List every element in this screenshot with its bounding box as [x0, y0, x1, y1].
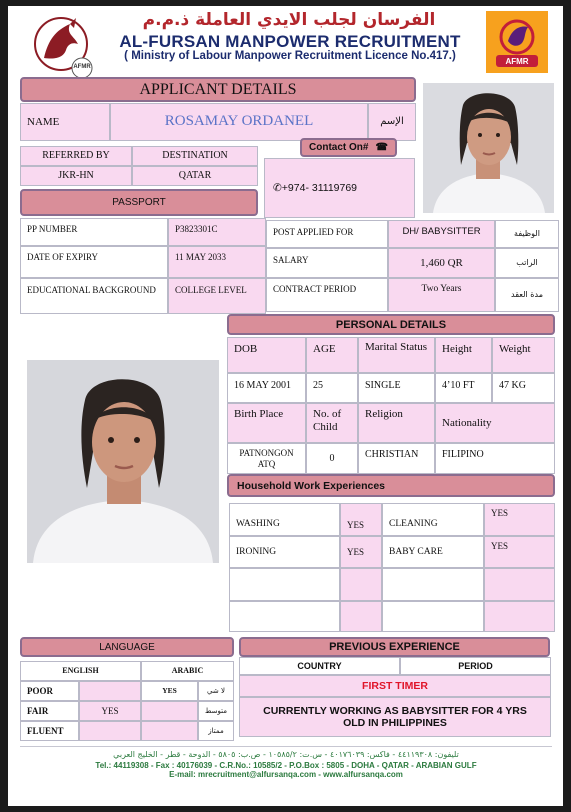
household-task: CLEANING — [382, 503, 484, 536]
birthplace-value: PATNONGON ATQ — [227, 443, 306, 474]
household-empty-cell — [229, 568, 340, 601]
destination-value: QATAR — [132, 166, 258, 186]
children-label: No. of Child — [306, 403, 358, 443]
marital-label: Marital Status — [358, 337, 435, 373]
age-value: 25 — [306, 373, 358, 403]
household-task: IRONING — [229, 536, 340, 568]
applicant-details-header: APPLICANT DETAILS — [20, 77, 416, 102]
contract-label: CONTRACT PERIOD — [266, 278, 388, 312]
agency-logo-left — [30, 14, 96, 78]
religion-value: CHRISTIAN — [358, 443, 435, 474]
post-label-arabic: الوظيفة — [495, 220, 559, 248]
passport-header: PASSPORT — [20, 189, 258, 216]
arabic-column-label: ARABIC — [141, 661, 234, 681]
household-empty-cell — [340, 601, 382, 632]
destination-label: DESTINATION — [132, 146, 258, 166]
english-level-value: YES — [79, 701, 141, 721]
referred-by-label: REFERRED BY — [20, 146, 132, 166]
weight-label: Weight — [492, 337, 555, 373]
nationality-label: Nationality — [435, 403, 555, 443]
age-label: AGE — [306, 337, 358, 373]
marital-value: SINGLE — [358, 373, 435, 403]
household-task: WASHING — [229, 503, 340, 536]
footer-arabic: تليفون: ٤٤١١٩٣٠٨ - فاكس: ٤٠١٧٦٠٣٩ - س.ت: ١٠٥٨٥/٢ - ص.ب: ٥٨٠٥ - الدوحة - قطر - الخليج العربي — [113, 750, 459, 759]
household-header — [227, 474, 555, 497]
household-empty-cell — [484, 568, 555, 601]
personal-details-header: PERSONAL DETAILS — [227, 314, 555, 335]
contact-label: Contact On# — [309, 142, 369, 153]
education-value: COLLEGE LEVEL — [168, 278, 266, 314]
company-name: AL-FURSAN MANPOWER RECRUITMENT — [119, 32, 461, 51]
salary-label-arabic: الراتب — [495, 248, 559, 278]
english-column-label: ENGLISH — [20, 661, 141, 681]
salary-value: 1,460 QR — [388, 248, 495, 278]
birthplace-label: Birth Place — [227, 403, 306, 443]
language-level-arabic: متوسط — [198, 701, 234, 721]
contract-value: Two Years — [388, 278, 495, 312]
household-empty-cell — [484, 601, 555, 632]
previous-experience-note: CURRENTLY WORKING AS BABYSITTER FOR 4 YRS OLD IN PHILIPPINES — [239, 697, 551, 737]
household-empty-cell — [382, 568, 484, 601]
household-answer: YES — [484, 536, 555, 568]
household-empty-cell — [340, 568, 382, 601]
arabic-level-value: YES — [141, 681, 198, 701]
household-answer: YES — [340, 503, 382, 536]
footer-divider — [20, 746, 552, 747]
contract-label-arabic: مدة العقد — [495, 278, 559, 312]
arabic-level-value — [141, 721, 198, 741]
religion-label: Religion — [358, 403, 435, 443]
country-label: COUNTRY — [239, 657, 400, 675]
dob-label: DOB — [227, 337, 306, 373]
name-label: NAME — [20, 103, 110, 141]
referred-by-value: JKR-HN — [20, 166, 132, 186]
arabic-company-name: الفرسان لجلب الايدي العاملة ذ.م.م — [142, 10, 436, 30]
language-header: LANGUAGE — [20, 637, 234, 657]
pp-number-label: PP NUMBER — [20, 218, 168, 246]
english-level-value — [79, 681, 141, 701]
agency-logo-right — [486, 11, 548, 73]
phone-icon: ☎ — [375, 142, 388, 153]
household-title: Household Work Experiences — [237, 479, 386, 492]
height-label: Height — [435, 337, 492, 373]
name-label-arabic: الإسم — [368, 103, 416, 141]
children-value: 0 — [306, 443, 358, 474]
expiry-label: DATE OF EXPIRY — [20, 246, 168, 278]
applicant-photo-small — [423, 83, 554, 213]
household-answer: YES — [340, 536, 382, 568]
language-level: POOR — [20, 681, 79, 701]
contact-header — [300, 138, 397, 157]
household-empty-cell — [229, 601, 340, 632]
footer-contact: Tel.: 44119308 - Fax : 40176039 - C.R.No.: 10585/2 - P.O.Box : 5805 - DOHA - QATAR - ARABIAN GULF — [95, 761, 477, 770]
pp-number-value: P3823301C — [168, 218, 266, 246]
household-task: BABY CARE — [382, 536, 484, 568]
language-level-arabic: ممتاز — [198, 721, 234, 741]
education-label: EDUCATIONAL BACKGROUND — [20, 278, 168, 314]
footer-email: E-mail: mrecruitment@alfursanqa.com - www.alfursanqa.com — [169, 770, 403, 779]
language-level: FAIR — [20, 701, 79, 721]
applicant-name: ROSAMAY ORDANEL — [110, 103, 368, 141]
post-applied-label: POST APPLIED FOR — [266, 220, 388, 248]
post-applied-value: DH/ BABYSITTER — [388, 220, 495, 248]
contact-number: ✆+974- 31119769 — [264, 158, 415, 218]
period-label: PERIOD — [400, 657, 551, 675]
language-level: FLUENT — [20, 721, 79, 741]
arabic-level-value — [141, 701, 198, 721]
salary-label: SALARY — [266, 248, 388, 278]
english-level-value — [79, 721, 141, 741]
language-level-arabic: لا شي — [198, 681, 234, 701]
licence-line: ( Ministry of Labour Manpower Recruitment Licence No.417.) — [124, 50, 456, 62]
left-logo-text: AFMR — [73, 64, 91, 70]
household-empty-cell — [382, 601, 484, 632]
dob-value: 16 MAY 2001 — [227, 373, 306, 403]
application-form — [8, 6, 563, 806]
first-timer: FIRST TIMER — [239, 675, 551, 697]
nationality-value: FILIPINO — [435, 443, 555, 474]
previous-experience-header: PREVIOUS EXPERIENCE — [239, 637, 550, 657]
right-logo-text: AFMR — [505, 57, 529, 66]
height-value: 4’10 FT — [435, 373, 492, 403]
weight-value: 47 KG — [492, 373, 555, 403]
expiry-value: 11 MAY 2033 — [168, 246, 266, 278]
applicant-photo-large — [27, 360, 219, 563]
household-answer: YES — [484, 503, 555, 536]
